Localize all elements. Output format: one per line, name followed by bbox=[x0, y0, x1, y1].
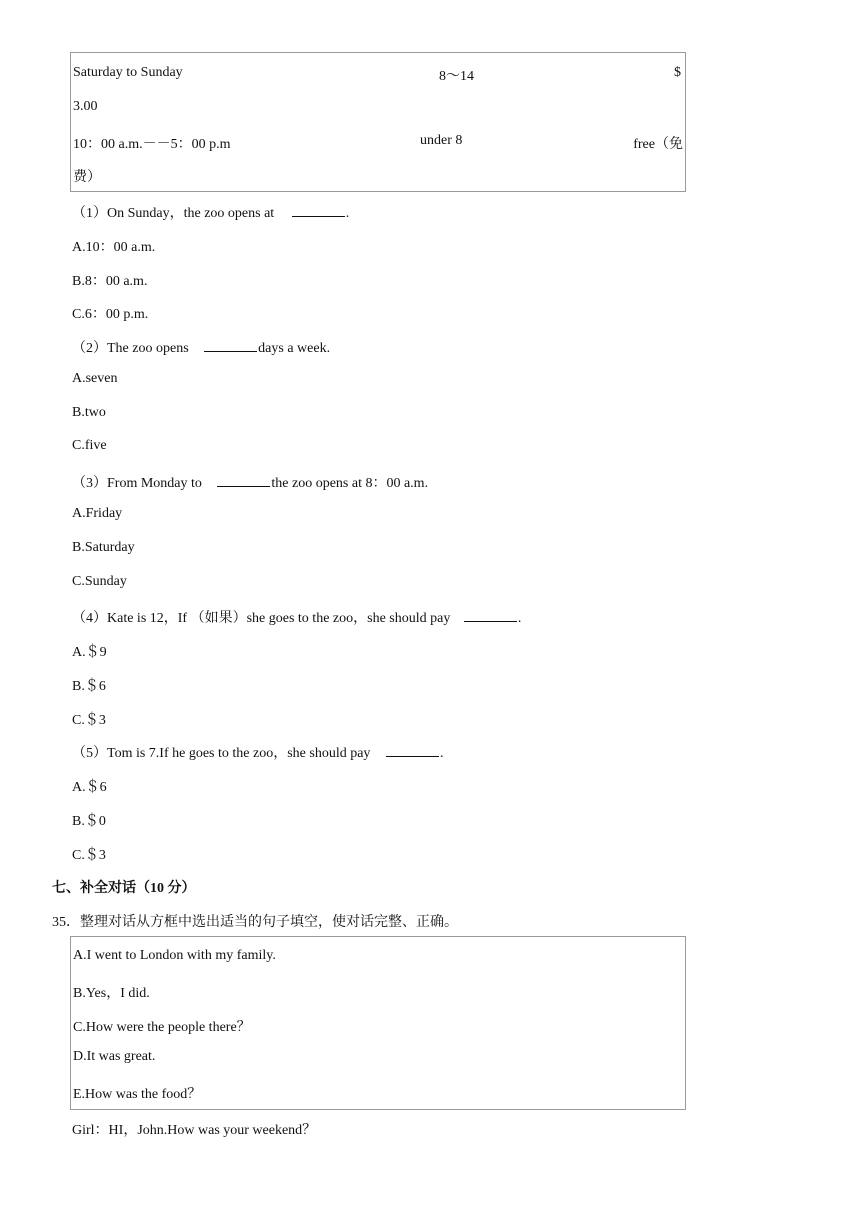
question-stem-end: the zoo opens at 8：00 a.m. bbox=[271, 476, 429, 491]
option-4b[interactable]: B.＄6 bbox=[72, 679, 106, 694]
dialogue-option-a: A.I went to London with my family. bbox=[73, 948, 276, 963]
option-5a[interactable]: A.＄6 bbox=[72, 780, 107, 795]
dialogue-option-d: D.It was great. bbox=[73, 1049, 156, 1064]
option-4a[interactable]: A.＄9 bbox=[72, 645, 107, 660]
option-2a[interactable]: A.seven bbox=[72, 371, 118, 386]
answer-blank[interactable] bbox=[464, 609, 517, 622]
option-2b[interactable]: B.two bbox=[72, 405, 106, 420]
schedule-free-price: free（免 bbox=[633, 137, 683, 152]
question-4 bbox=[72, 607, 521, 627]
option-3c[interactable]: C.Sunday bbox=[72, 574, 127, 589]
option-3a[interactable]: A.Friday bbox=[72, 506, 123, 521]
option-1c[interactable]: C.6：00 p.m. bbox=[72, 307, 149, 322]
question-stem-end: . bbox=[345, 206, 350, 221]
question-5 bbox=[72, 742, 443, 762]
question-3 bbox=[72, 472, 428, 492]
option-5c[interactable]: C.＄3 bbox=[72, 848, 106, 863]
question-stem: （1）On Sunday，the zoo opens at bbox=[72, 206, 275, 221]
answer-blank[interactable] bbox=[386, 744, 439, 757]
question-stem: （5）Tom is 7.If he goes to the zoo，she should pay bbox=[72, 746, 371, 761]
dialogue-line-girl: Girl：HI，John.How was your weekend？ bbox=[72, 1123, 317, 1138]
option-4c[interactable]: C.＄3 bbox=[72, 713, 106, 728]
schedule-table-box bbox=[70, 52, 686, 192]
option-5b[interactable]: B.＄0 bbox=[72, 814, 106, 829]
q35-instruction: 35．整理对话从方框中选出适当的句子填空，使对话完整、正确。 bbox=[52, 915, 458, 930]
question-stem-end: . bbox=[517, 611, 522, 626]
answer-blank[interactable] bbox=[217, 474, 270, 487]
option-2c[interactable]: C.five bbox=[72, 438, 107, 453]
schedule-hours: 10：00 a.m.－－5：00 p.m bbox=[73, 137, 231, 152]
option-1b[interactable]: B.8：00 a.m. bbox=[72, 274, 148, 289]
question-stem-end: days a week. bbox=[258, 341, 331, 356]
schedule-days: Saturday to Sunday bbox=[73, 65, 183, 80]
question-stem: （3）From Monday to bbox=[72, 476, 202, 491]
dialogue-options-box bbox=[70, 936, 686, 1110]
answer-blank[interactable] bbox=[204, 339, 257, 352]
question-2 bbox=[72, 337, 330, 357]
section-title: 七、补全对话（10 分） bbox=[52, 881, 196, 896]
schedule-free-price-cont: 费） bbox=[73, 170, 101, 185]
question-stem: （4）Kate is 12，If （如果）she goes to the zoo，she should pay bbox=[72, 611, 451, 626]
question-1 bbox=[72, 202, 349, 222]
schedule-age-range: 8～14 bbox=[439, 69, 474, 84]
schedule-currency: $ bbox=[674, 65, 681, 80]
schedule-age-under: under 8 bbox=[420, 133, 463, 148]
option-3b[interactable]: B.Saturday bbox=[72, 540, 135, 555]
question-stem: （2）The zoo opens bbox=[72, 341, 189, 356]
dialogue-option-e: E.How was the food？ bbox=[73, 1087, 202, 1102]
answer-blank[interactable] bbox=[292, 204, 345, 217]
schedule-price: 3.00 bbox=[73, 99, 98, 114]
dialogue-option-c: C.How were the people there？ bbox=[73, 1020, 251, 1035]
question-stem-end: . bbox=[439, 746, 444, 761]
dialogue-option-b: B.Yes，I did. bbox=[73, 986, 150, 1001]
option-1a[interactable]: A.10：00 a.m. bbox=[72, 240, 156, 255]
